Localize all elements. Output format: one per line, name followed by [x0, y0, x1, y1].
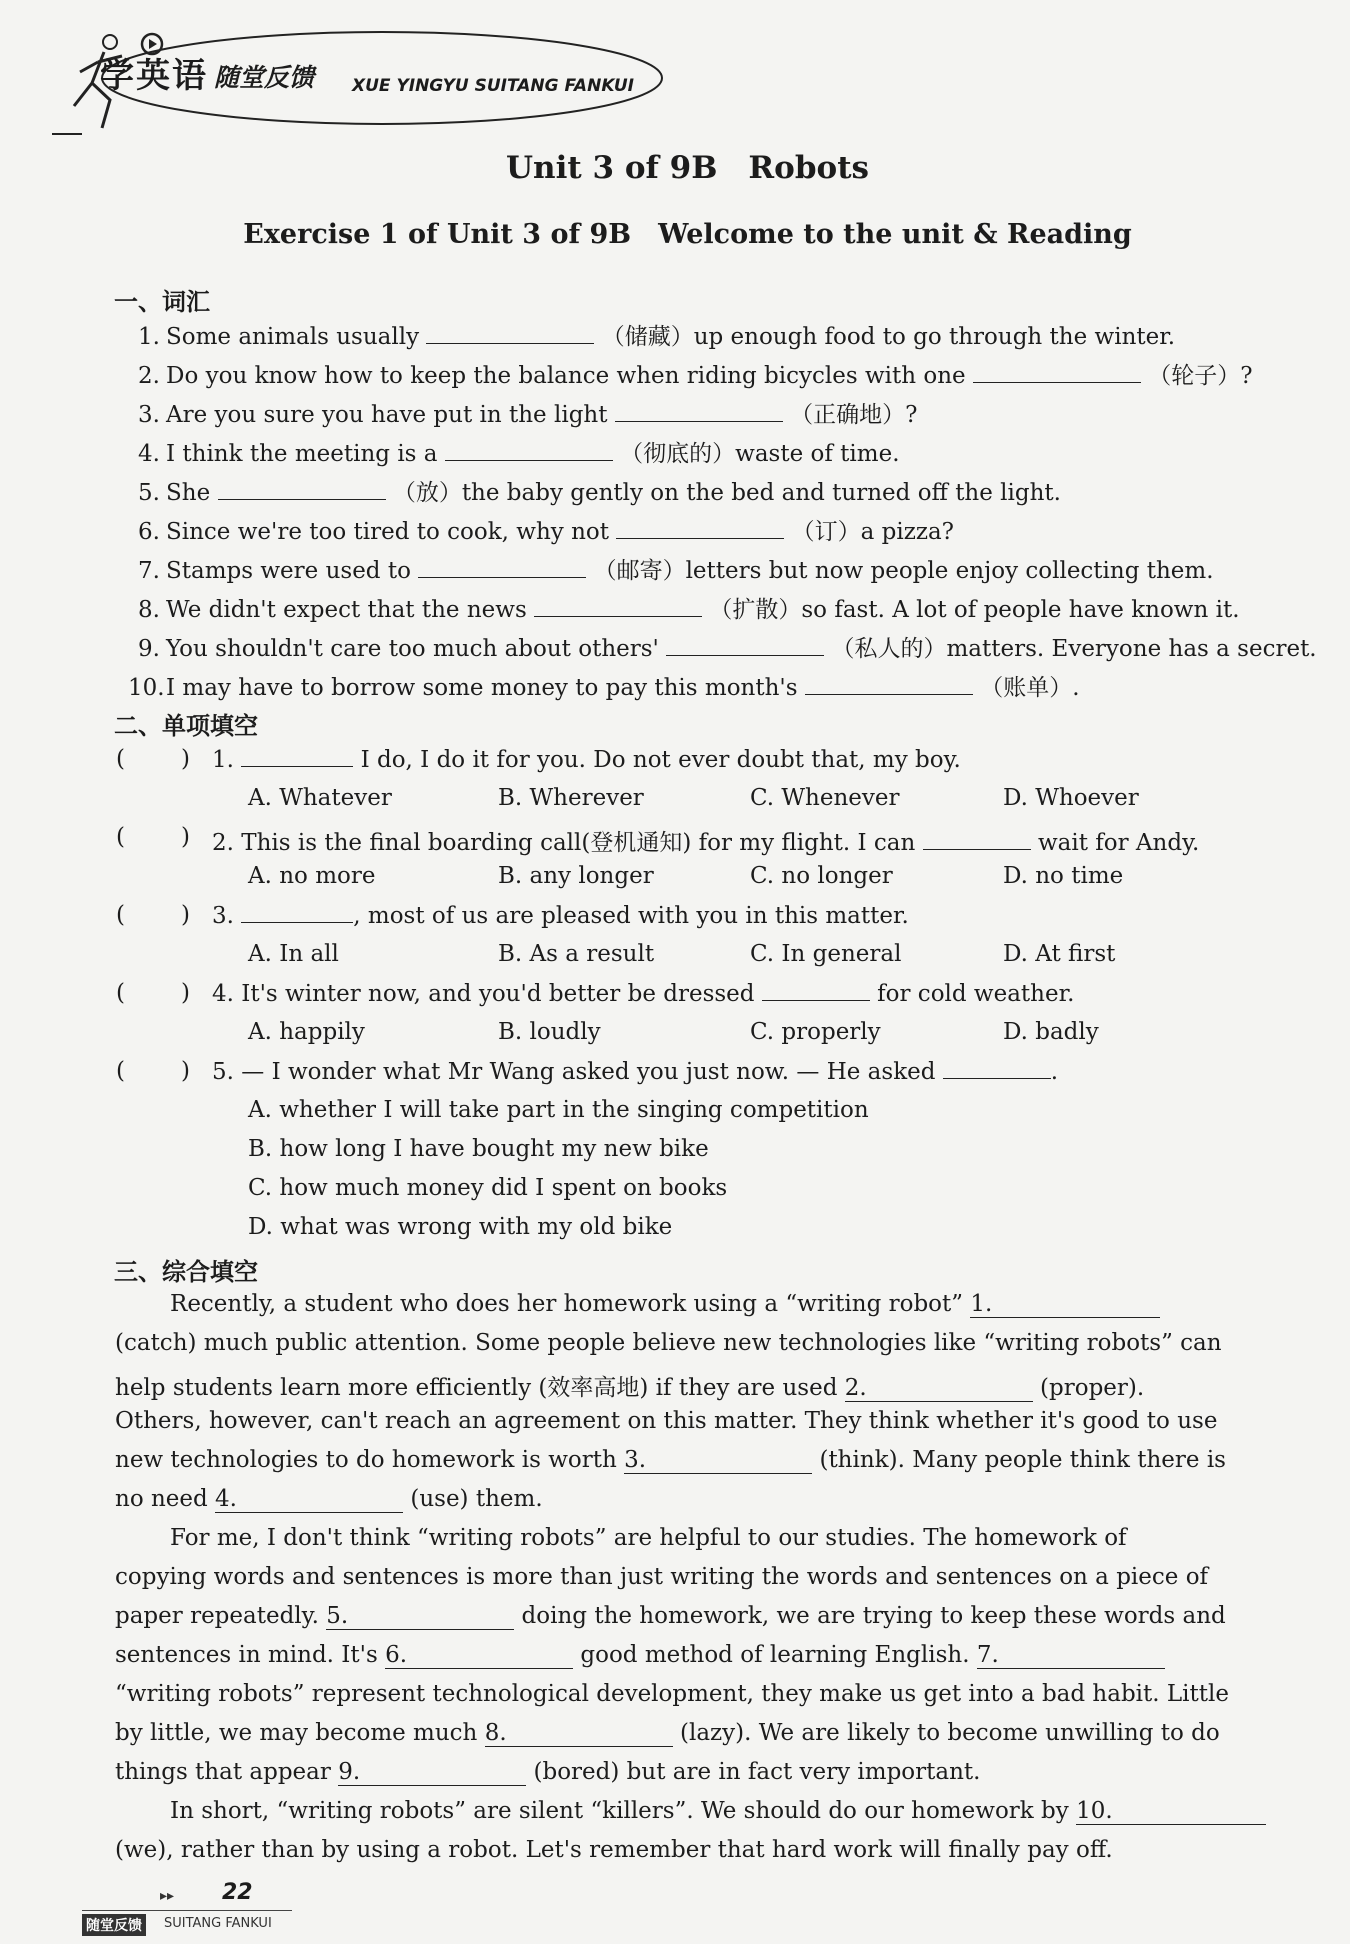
vocab-item [128, 396, 1268, 429]
answer-blank[interactable] [762, 980, 870, 1001]
question-5 [212, 1058, 1058, 1085]
answer-blank[interactable] [241, 746, 353, 767]
item-text: （账单）. [980, 675, 1080, 701]
option-a[interactable]: A. happily [248, 1019, 365, 1045]
option-b[interactable]: B. loudly [498, 1019, 601, 1045]
vocab-item [128, 669, 1268, 702]
option-a[interactable]: A. no more [248, 863, 376, 889]
answer-blank[interactable] [218, 479, 386, 500]
answer-parentheses[interactable]: ( ) [116, 902, 190, 928]
item-text: You shouldn't care too much about others' [166, 636, 659, 662]
section-heading-vocabulary: 一、词汇 [114, 288, 210, 316]
item-text: Do you know how to keep the balance when riding bicycles with one [166, 363, 966, 389]
page-title: Unit 3 of 9B Robots [506, 150, 869, 186]
option-a[interactable]: A. Whatever [248, 785, 392, 811]
option-a[interactable]: A. In all [248, 941, 339, 967]
item-number: 9. [138, 636, 160, 662]
footer-divider [82, 1910, 292, 1911]
passage-line: In short, “writing robots” are silent “killers”. We should do our homework by 10. [170, 1798, 1315, 1825]
page-arrow-icon: ▸▸ [160, 1888, 175, 1904]
vocab-item [128, 591, 1268, 624]
option-c[interactable]: C. how much money did I spent on books [248, 1175, 728, 1201]
passage-line: no need 4. (use) them. [115, 1486, 543, 1512]
passage-line: paper repeatedly. 5. doing the homework, we are trying to keep these words and [115, 1603, 1226, 1629]
footer-label-en: SUITANG FANKUI [164, 1916, 272, 1931]
cloze-blank-8[interactable]: 8. [485, 1720, 673, 1747]
cloze-blank-1[interactable]: 1. [970, 1291, 1160, 1318]
item-number: 2. [138, 363, 160, 389]
question-text: , most of us are pleased with you in this matter. [353, 903, 909, 929]
cloze-blank-2[interactable]: 2. [845, 1375, 1033, 1402]
option-b[interactable]: B. how long I have bought my new bike [248, 1136, 709, 1162]
option-c[interactable]: C. In general [750, 941, 902, 967]
vocab-item [128, 357, 1268, 390]
vocab-item [128, 630, 1317, 663]
question-number: 1. [212, 747, 234, 773]
logo-chinese-secondary: 随堂反馈 [214, 63, 315, 92]
cloze-blank-3[interactable]: 3. [624, 1447, 812, 1474]
logo-chinese: 学英语 [100, 56, 208, 96]
question-text: This is the final boarding call(登机通知) for my flight. I can [241, 830, 916, 856]
page-number: 22 [222, 1880, 253, 1905]
option-d[interactable]: D. At first [1003, 941, 1116, 967]
cloze-blank-7[interactable]: 7. [977, 1642, 1165, 1669]
option-b[interactable]: B. any longer [498, 863, 654, 889]
question-text: . [1050, 1059, 1059, 1085]
item-number: 3. [138, 402, 160, 428]
answer-blank[interactable] [418, 557, 586, 578]
item-text: （私人的）matters. Everyone has a secret. [831, 636, 1317, 662]
answer-blank[interactable] [445, 440, 613, 461]
option-c[interactable]: C. properly [750, 1019, 881, 1045]
item-text: （彻底的）waste of time. [620, 441, 900, 467]
item-text: We didn't expect that the news [166, 597, 527, 623]
question-text: — I wonder what Mr Wang asked you just now. — He asked [241, 1059, 936, 1085]
item-text: （订）a pizza? [791, 519, 955, 545]
item-number: 1. [138, 324, 160, 350]
item-text: （邮寄）letters but now people enjoy collecting them. [593, 558, 1214, 584]
answer-blank[interactable] [615, 401, 783, 422]
answer-parentheses[interactable]: ( ) [116, 824, 190, 850]
question-number: 3. [212, 903, 234, 929]
answer-parentheses[interactable]: ( ) [116, 980, 190, 1006]
section-heading-multiple-choice: 二、单项填空 [114, 712, 258, 740]
item-number: 4. [138, 441, 160, 467]
vocab-item [128, 552, 1268, 585]
item-text: （放）the baby gently on the bed and turned off the light. [392, 480, 1061, 506]
answer-blank[interactable] [805, 674, 973, 695]
item-text: Since we're too tired to cook, why not [166, 519, 609, 545]
passage-line: help students learn more efficiently (效率高地) if they are used 2. (proper). [115, 1375, 1145, 1401]
option-d[interactable]: D. Whoever [1003, 785, 1139, 811]
item-number: 8. [138, 597, 160, 623]
answer-blank[interactable] [943, 1058, 1051, 1079]
item-number: 6. [138, 519, 160, 545]
vocab-item [128, 513, 1268, 546]
vocab-item [128, 435, 1268, 468]
passage-line: things that appear 9. (bored) but are in fact very important. [115, 1759, 981, 1785]
cloze-blank-9[interactable]: 9. [338, 1759, 526, 1786]
item-text: Some animals usually [166, 324, 420, 350]
question-text: I do, I do it for you. Do not ever doubt that, my boy. [360, 747, 961, 773]
option-c[interactable]: C. no longer [750, 863, 893, 889]
exercise-subtitle: Exercise 1 of Unit 3 of 9B Welcome to the unit & Reading [243, 219, 1132, 250]
option-d[interactable]: D. no time [1003, 863, 1124, 889]
item-text: Are you sure you have put in the light [166, 402, 608, 428]
question-text: wait for Andy. [1037, 830, 1200, 856]
item-number: 10. [128, 675, 165, 701]
item-text: （储藏）up enough food to go through the winter. [601, 324, 1176, 350]
item-text: Stamps were used to [166, 558, 411, 584]
answer-parentheses[interactable]: ( ) [116, 1058, 190, 1084]
question-number: 4. [212, 981, 234, 1007]
answer-blank[interactable] [241, 902, 353, 923]
question-text: It's winter now, and you'd better be dressed [241, 981, 755, 1007]
vocab-item [128, 474, 1268, 507]
question-number: 5. [212, 1059, 234, 1085]
option-d[interactable]: D. what was wrong with my old bike [248, 1214, 673, 1240]
answer-blank[interactable] [923, 829, 1031, 850]
passage-line: copying words and sentences is more than just writing the words and sentences on a piece of [115, 1564, 1209, 1590]
passage-line: by little, we may become much 8. (lazy). We are likely to become unwilling to do [115, 1720, 1220, 1746]
item-number: 5. [138, 480, 160, 506]
item-number: 7. [138, 558, 160, 584]
passage-line: new technologies to do homework is worth 3. (think). Many people think there is [115, 1447, 1226, 1473]
question-4 [212, 980, 1074, 1007]
passage-line: “writing robots” represent technological development, they make us get into a bad habit. Little [115, 1681, 1229, 1707]
answer-parentheses[interactable]: ( ) [116, 746, 190, 772]
passage-line: Recently, a student who does her homework using a “writing robot” 1. [170, 1291, 1315, 1318]
cloze-blank-10[interactable]: 10. [1076, 1798, 1266, 1825]
item-text: I may have to borrow some money to pay this month's [166, 675, 798, 701]
question-2 [212, 824, 1199, 857]
question-3 [212, 902, 909, 929]
vocab-item [128, 318, 1268, 351]
item-text: She [166, 480, 211, 506]
answer-blank[interactable] [426, 323, 594, 344]
question-number: 2. [212, 830, 234, 856]
item-text: （扩散）so fast. A lot of people have known it. [709, 597, 1240, 623]
cloze-blank-5[interactable]: 5. [326, 1603, 514, 1630]
section-heading-cloze: 三、综合填空 [114, 1258, 258, 1286]
question-text: for cold weather. [877, 981, 1075, 1007]
question-1 [212, 746, 961, 773]
passage-line: (catch) much public attention. Some people believe new technologies like “writing robots” can [115, 1330, 1222, 1356]
option-b[interactable]: B. As a result [498, 941, 655, 967]
answer-blank[interactable] [616, 518, 784, 539]
answer-blank[interactable] [534, 596, 702, 617]
logo-english: XUE YINGYU SUITANG FANKUI [352, 76, 635, 96]
passage-line: For me, I don't think “writing robots” are helpful to our studies. The homework of [170, 1525, 1127, 1551]
item-text: （轮子）? [1148, 363, 1253, 389]
option-d[interactable]: D. badly [1003, 1019, 1099, 1045]
footer-label-cn: 随堂反馈 [82, 1914, 146, 1936]
passage-line: sentences in mind. It's 6. good method of learning English. 7. [115, 1642, 1260, 1669]
cloze-blank-6[interactable]: 6. [385, 1642, 573, 1669]
cloze-blank-4[interactable]: 4. [215, 1486, 403, 1513]
header-logo [52, 28, 682, 138]
item-text: I think the meeting is a [166, 441, 438, 467]
answer-blank[interactable] [973, 362, 1141, 383]
passage-line: (we), rather than by using a robot. Let's remember that hard work will finally pay off. [115, 1837, 1113, 1863]
option-a[interactable]: A. whether I will take part in the singing competition [248, 1097, 869, 1123]
option-b[interactable]: B. Wherever [498, 785, 644, 811]
option-c[interactable]: C. Whenever [750, 785, 900, 811]
answer-blank[interactable] [666, 635, 824, 656]
passage-line: Others, however, can't reach an agreement on this matter. They think whether it's good to use [115, 1408, 1218, 1434]
item-text: （正确地）? [790, 402, 918, 428]
